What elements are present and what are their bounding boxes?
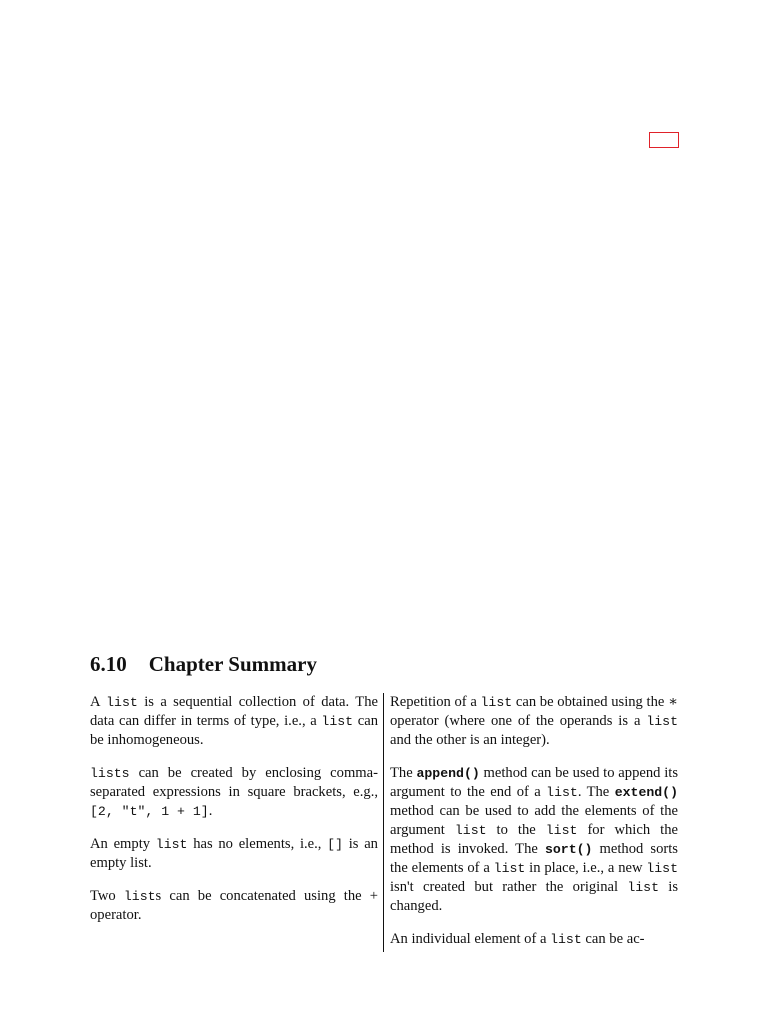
summary-paragraph	[90, 693, 378, 750]
text: s can be concatenated using the + operator.	[90, 888, 378, 923]
summary-left-column	[90, 693, 378, 939]
text: operator (where one of the operands is a	[390, 713, 647, 729]
text: is a sequential collection of data. The data can differ in terms of type, i.e., a	[90, 694, 378, 729]
section-heading	[90, 652, 317, 677]
text: can be created by enclosing comma-separated expressions in square brackets, e.g.,	[90, 765, 378, 800]
text: for which the method is invoked. The	[390, 822, 678, 857]
column-divider	[383, 693, 384, 952]
summary-right-column	[390, 693, 678, 963]
text: isn't created but rather the original	[390, 879, 628, 895]
summary-paragraph	[90, 764, 378, 821]
code-method: extend()	[614, 785, 679, 800]
code-term: list	[550, 932, 582, 947]
code-method: sort()	[544, 842, 593, 857]
text: method sorts the elements of a	[390, 841, 678, 876]
code-term: list	[627, 880, 659, 895]
operator-symbol: ∗	[668, 694, 678, 710]
code-term: list	[321, 714, 354, 729]
text: method can be used to append its argument to the end of a	[390, 765, 679, 800]
text: The	[390, 765, 417, 781]
code-term: lists	[90, 766, 130, 781]
text: is an empty list.	[90, 836, 378, 871]
code-term: list	[106, 695, 138, 710]
text: Repetition of a	[390, 694, 481, 710]
code-method: append()	[416, 766, 480, 781]
hyperlink-box[interactable]	[649, 132, 679, 148]
text: can be obtained using the	[512, 694, 669, 710]
text: . The	[577, 784, 615, 800]
summary-paragraph	[90, 835, 378, 873]
code-term: list	[123, 889, 156, 904]
code-term: list	[155, 837, 188, 852]
text: A	[90, 694, 107, 710]
text: has no elements, i.e.,	[187, 836, 328, 852]
code-term: list	[480, 695, 513, 710]
text: can be ac-	[581, 931, 645, 947]
summary-paragraph	[390, 693, 678, 750]
text: is changed.	[390, 879, 679, 914]
text: can be inhomogeneous.	[90, 713, 379, 748]
code-term: []	[327, 837, 343, 852]
text: in place, i.e., a new	[525, 860, 647, 876]
code-term: list	[646, 861, 678, 876]
text: method can be used to add the elements of the argument	[390, 803, 678, 838]
summary-paragraph	[390, 764, 678, 916]
text: and the other is an integer).	[390, 732, 550, 748]
summary-paragraph	[390, 930, 678, 949]
code-term: list	[493, 861, 526, 876]
code-term: list	[646, 714, 678, 729]
code-term: list	[454, 823, 487, 838]
text: Two	[90, 888, 124, 904]
text: .	[208, 803, 213, 819]
text: to the	[486, 822, 546, 838]
section-number: 6.10	[90, 652, 127, 676]
code-term: list	[546, 785, 578, 800]
text: An empty	[90, 836, 156, 852]
code-term: [2, "t", 1 + 1]	[90, 804, 209, 819]
summary-paragraph	[90, 887, 378, 925]
text: An individual element of a	[390, 931, 551, 947]
section-title: Chapter Summary	[148, 652, 317, 676]
code-term: list	[545, 823, 578, 838]
